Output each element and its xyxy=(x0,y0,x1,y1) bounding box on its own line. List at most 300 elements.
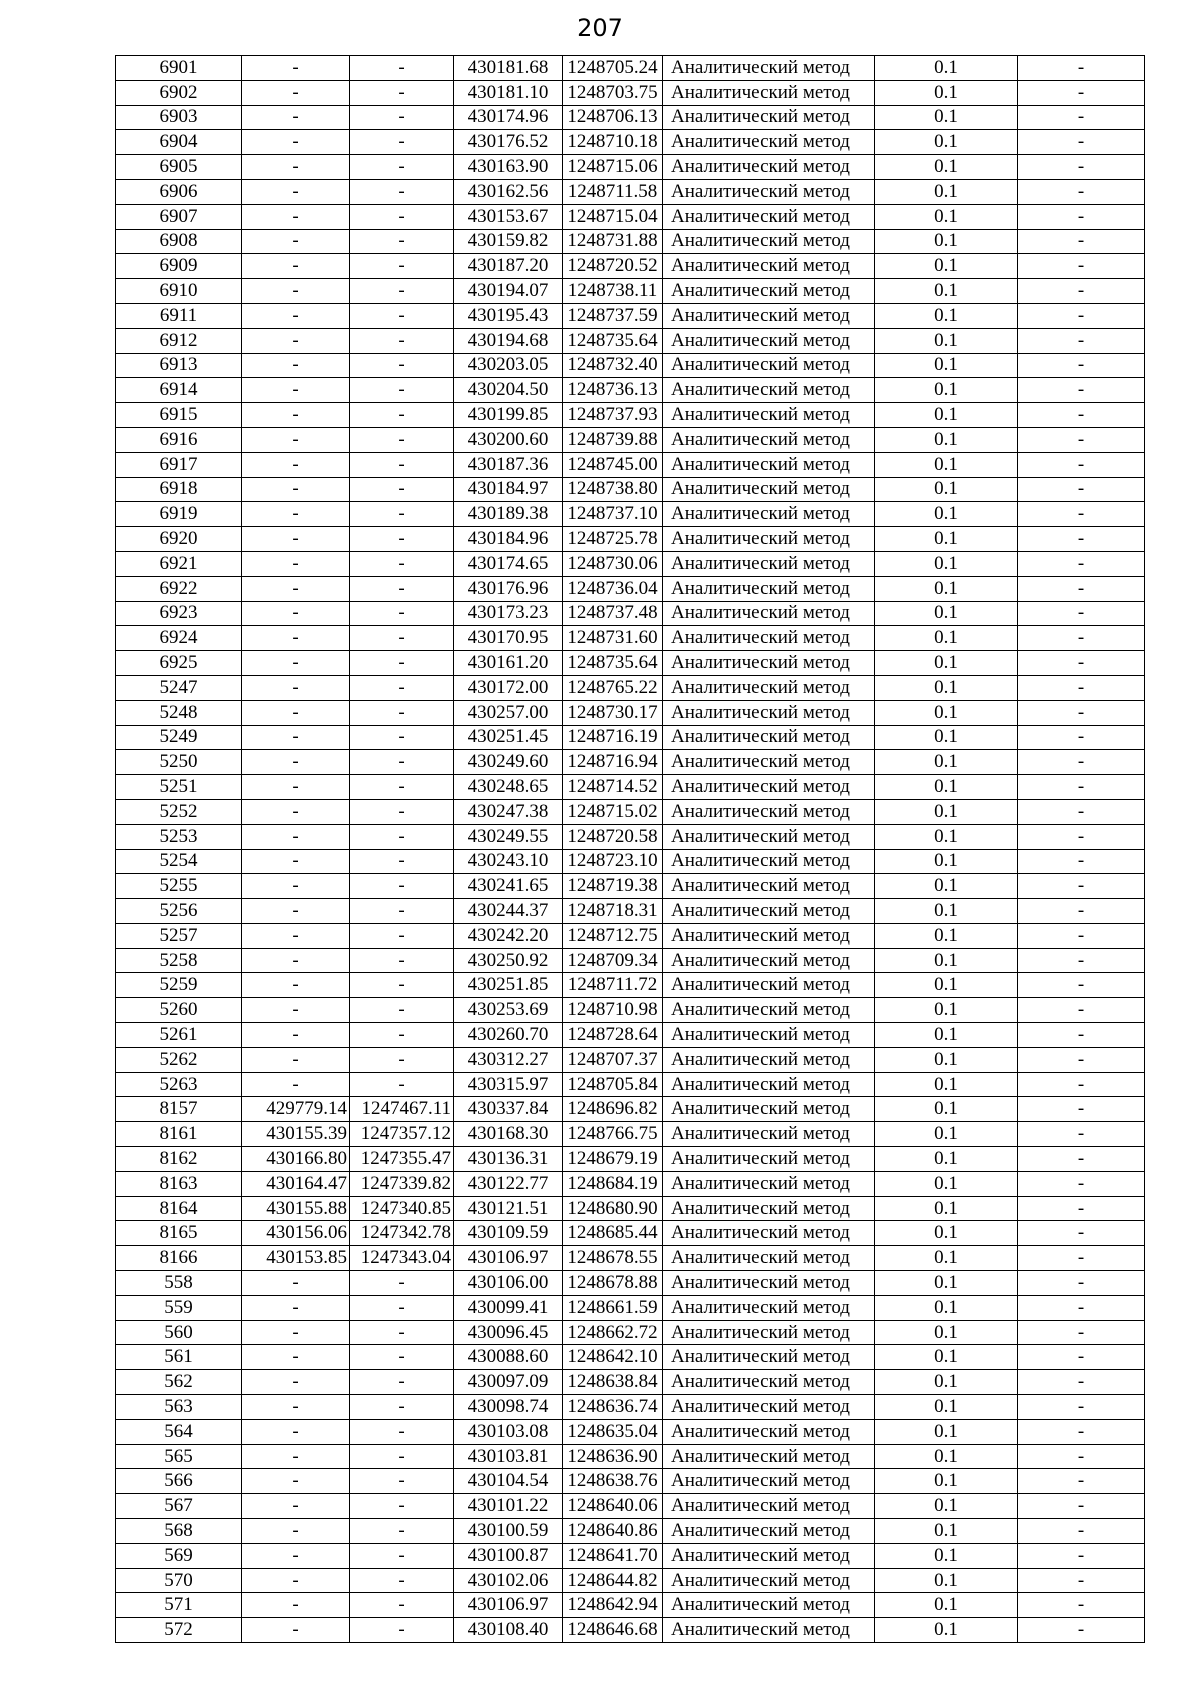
old-x-cell: - xyxy=(242,948,350,973)
table-body xyxy=(116,56,1145,1643)
accuracy-cell: 0.1 xyxy=(875,1469,1018,1494)
old-y-cell: - xyxy=(350,651,454,676)
new-y-cell: 1248745.00 xyxy=(563,452,663,477)
new-x-cell: 430096.45 xyxy=(454,1320,563,1345)
note-cell: - xyxy=(1018,1246,1145,1271)
point-number-cell: 6901 xyxy=(116,56,242,81)
point-number-cell: 5258 xyxy=(116,948,242,973)
old-y-cell: - xyxy=(350,328,454,353)
point-number-cell: 6924 xyxy=(116,626,242,651)
new-x-cell: 430168.30 xyxy=(454,1122,563,1147)
method-cell: Аналитический метод xyxy=(663,254,875,279)
old-y-cell: - xyxy=(350,229,454,254)
old-x-cell: 429779.14 xyxy=(242,1097,350,1122)
table-row xyxy=(116,1271,1145,1296)
coordinates-table xyxy=(115,55,1145,1643)
method-cell: Аналитический метод xyxy=(663,1097,875,1122)
note-cell: - xyxy=(1018,551,1145,576)
old-y-cell: - xyxy=(350,204,454,229)
old-x-cell: - xyxy=(242,502,350,527)
old-y-cell: - xyxy=(350,1320,454,1345)
old-y-cell: - xyxy=(350,576,454,601)
old-x-cell: - xyxy=(242,750,350,775)
note-cell: - xyxy=(1018,1543,1145,1568)
new-y-cell: 1248678.88 xyxy=(563,1271,663,1296)
method-cell: Аналитический метод xyxy=(663,1221,875,1246)
old-x-cell: - xyxy=(242,328,350,353)
table-row xyxy=(116,80,1145,105)
table-row xyxy=(116,675,1145,700)
accuracy-cell: 0.1 xyxy=(875,1122,1018,1147)
old-x-cell: - xyxy=(242,1023,350,1048)
old-y-cell: - xyxy=(350,799,454,824)
new-y-cell: 1248684.19 xyxy=(563,1171,663,1196)
old-y-cell: - xyxy=(350,1494,454,1519)
note-cell: - xyxy=(1018,651,1145,676)
note-cell: - xyxy=(1018,1494,1145,1519)
accuracy-cell: 0.1 xyxy=(875,1047,1018,1072)
old-x-cell: - xyxy=(242,105,350,130)
old-x-cell: 430164.47 xyxy=(242,1171,350,1196)
table-row xyxy=(116,56,1145,81)
method-cell: Аналитический метод xyxy=(663,1147,875,1172)
table-row xyxy=(116,527,1145,552)
note-cell: - xyxy=(1018,1469,1145,1494)
table-row xyxy=(116,353,1145,378)
old-y-cell: - xyxy=(350,725,454,750)
new-x-cell: 430172.00 xyxy=(454,675,563,700)
table-row xyxy=(116,1097,1145,1122)
old-x-cell: - xyxy=(242,204,350,229)
old-x-cell: - xyxy=(242,601,350,626)
method-cell: Аналитический метод xyxy=(663,750,875,775)
old-y-cell: - xyxy=(350,849,454,874)
note-cell: - xyxy=(1018,1271,1145,1296)
table-row xyxy=(116,1494,1145,1519)
new-y-cell: 1248636.74 xyxy=(563,1395,663,1420)
accuracy-cell: 0.1 xyxy=(875,477,1018,502)
new-x-cell: 430122.77 xyxy=(454,1171,563,1196)
accuracy-cell: 0.1 xyxy=(875,1097,1018,1122)
method-cell: Аналитический метод xyxy=(663,1370,875,1395)
accuracy-cell: 0.1 xyxy=(875,427,1018,452)
method-cell: Аналитический метод xyxy=(663,551,875,576)
accuracy-cell: 0.1 xyxy=(875,576,1018,601)
new-y-cell: 1248737.59 xyxy=(563,303,663,328)
accuracy-cell: 0.1 xyxy=(875,948,1018,973)
point-number-cell: 6904 xyxy=(116,130,242,155)
old-x-cell: - xyxy=(242,1295,350,1320)
note-cell: - xyxy=(1018,279,1145,304)
note-cell: - xyxy=(1018,948,1145,973)
table-row xyxy=(116,1196,1145,1221)
point-number-cell: 6911 xyxy=(116,303,242,328)
old-y-cell: - xyxy=(350,973,454,998)
old-y-cell: - xyxy=(350,998,454,1023)
note-cell: - xyxy=(1018,601,1145,626)
point-number-cell: 6915 xyxy=(116,403,242,428)
old-x-cell: 430155.88 xyxy=(242,1196,350,1221)
note-cell: - xyxy=(1018,1320,1145,1345)
old-x-cell: - xyxy=(242,1568,350,1593)
new-y-cell: 1248705.24 xyxy=(563,56,663,81)
accuracy-cell: 0.1 xyxy=(875,725,1018,750)
table-row xyxy=(116,1221,1145,1246)
point-number-cell: 6917 xyxy=(116,452,242,477)
new-x-cell: 430204.50 xyxy=(454,378,563,403)
old-y-cell: - xyxy=(350,254,454,279)
point-number-cell: 6916 xyxy=(116,427,242,452)
new-y-cell: 1248712.75 xyxy=(563,923,663,948)
table-row xyxy=(116,1295,1145,1320)
method-cell: Аналитический метод xyxy=(663,651,875,676)
new-y-cell: 1248642.10 xyxy=(563,1345,663,1370)
table-row xyxy=(116,279,1145,304)
method-cell: Аналитический метод xyxy=(663,279,875,304)
new-x-cell: 430121.51 xyxy=(454,1196,563,1221)
method-cell: Аналитический метод xyxy=(663,973,875,998)
accuracy-cell: 0.1 xyxy=(875,1395,1018,1420)
new-x-cell: 430174.96 xyxy=(454,105,563,130)
table-row xyxy=(116,948,1145,973)
note-cell: - xyxy=(1018,1171,1145,1196)
old-y-cell: - xyxy=(350,1345,454,1370)
old-x-cell: - xyxy=(242,1072,350,1097)
new-y-cell: 1248710.18 xyxy=(563,130,663,155)
old-x-cell: - xyxy=(242,1593,350,1618)
new-x-cell: 430102.06 xyxy=(454,1568,563,1593)
old-x-cell: - xyxy=(242,56,350,81)
old-x-cell: - xyxy=(242,1543,350,1568)
note-cell: - xyxy=(1018,130,1145,155)
table-row xyxy=(116,427,1145,452)
new-x-cell: 430181.10 xyxy=(454,80,563,105)
new-y-cell: 1248738.11 xyxy=(563,279,663,304)
new-x-cell: 430251.45 xyxy=(454,725,563,750)
old-x-cell: - xyxy=(242,675,350,700)
old-y-cell: 1247342.78 xyxy=(350,1221,454,1246)
old-x-cell: - xyxy=(242,1618,350,1643)
point-number-cell: 558 xyxy=(116,1271,242,1296)
accuracy-cell: 0.1 xyxy=(875,1494,1018,1519)
method-cell: Аналитический метод xyxy=(663,601,875,626)
accuracy-cell: 0.1 xyxy=(875,799,1018,824)
accuracy-cell: 0.1 xyxy=(875,750,1018,775)
table-row xyxy=(116,775,1145,800)
method-cell: Аналитический метод xyxy=(663,56,875,81)
accuracy-cell: 0.1 xyxy=(875,1271,1018,1296)
method-cell: Аналитический метод xyxy=(663,1295,875,1320)
new-y-cell: 1248732.40 xyxy=(563,353,663,378)
point-number-cell: 568 xyxy=(116,1519,242,1544)
old-x-cell: - xyxy=(242,80,350,105)
note-cell: - xyxy=(1018,1072,1145,1097)
table-row xyxy=(116,1023,1145,1048)
table-row xyxy=(116,1419,1145,1444)
note-cell: - xyxy=(1018,799,1145,824)
method-cell: Аналитический метод xyxy=(663,80,875,105)
accuracy-cell: 0.1 xyxy=(875,1171,1018,1196)
new-x-cell: 430199.85 xyxy=(454,403,563,428)
note-cell: - xyxy=(1018,1370,1145,1395)
new-x-cell: 430312.27 xyxy=(454,1047,563,1072)
new-x-cell: 430103.08 xyxy=(454,1419,563,1444)
old-y-cell: - xyxy=(350,1370,454,1395)
method-cell: Аналитический метод xyxy=(663,378,875,403)
old-y-cell: 1247340.85 xyxy=(350,1196,454,1221)
accuracy-cell: 0.1 xyxy=(875,998,1018,1023)
accuracy-cell: 0.1 xyxy=(875,303,1018,328)
old-y-cell: - xyxy=(350,1047,454,1072)
page-number: 207 xyxy=(577,14,623,42)
note-cell: - xyxy=(1018,725,1145,750)
method-cell: Аналитический метод xyxy=(663,1444,875,1469)
new-y-cell: 1248635.04 xyxy=(563,1419,663,1444)
point-number-cell: 8157 xyxy=(116,1097,242,1122)
accuracy-cell: 0.1 xyxy=(875,1295,1018,1320)
old-y-cell: - xyxy=(350,179,454,204)
old-y-cell: - xyxy=(350,427,454,452)
method-cell: Аналитический метод xyxy=(663,452,875,477)
accuracy-cell: 0.1 xyxy=(875,1543,1018,1568)
point-number-cell: 5256 xyxy=(116,899,242,924)
new-x-cell: 430249.55 xyxy=(454,824,563,849)
table-row xyxy=(116,403,1145,428)
old-y-cell: - xyxy=(350,775,454,800)
note-cell: - xyxy=(1018,80,1145,105)
method-cell: Аналитический метод xyxy=(663,1122,875,1147)
table-row xyxy=(116,799,1145,824)
table-row xyxy=(116,204,1145,229)
note-cell: - xyxy=(1018,303,1145,328)
old-y-cell: - xyxy=(350,1419,454,1444)
old-x-cell: - xyxy=(242,378,350,403)
old-y-cell: - xyxy=(350,824,454,849)
table-row xyxy=(116,899,1145,924)
old-x-cell: 430153.85 xyxy=(242,1246,350,1271)
note-cell: - xyxy=(1018,328,1145,353)
accuracy-cell: 0.1 xyxy=(875,626,1018,651)
point-number-cell: 5250 xyxy=(116,750,242,775)
accuracy-cell: 0.1 xyxy=(875,1444,1018,1469)
point-number-cell: 5252 xyxy=(116,799,242,824)
new-x-cell: 430249.60 xyxy=(454,750,563,775)
old-y-cell: 1247355.47 xyxy=(350,1147,454,1172)
note-cell: - xyxy=(1018,1023,1145,1048)
old-y-cell: - xyxy=(350,1444,454,1469)
old-x-cell: 430166.80 xyxy=(242,1147,350,1172)
old-y-cell: - xyxy=(350,1271,454,1296)
new-y-cell: 1248703.75 xyxy=(563,80,663,105)
old-y-cell: - xyxy=(350,1295,454,1320)
new-x-cell: 430176.96 xyxy=(454,576,563,601)
table-row xyxy=(116,130,1145,155)
new-y-cell: 1248711.58 xyxy=(563,179,663,204)
point-number-cell: 6923 xyxy=(116,601,242,626)
accuracy-cell: 0.1 xyxy=(875,229,1018,254)
method-cell: Аналитический метод xyxy=(663,1469,875,1494)
note-cell: - xyxy=(1018,179,1145,204)
method-cell: Аналитический метод xyxy=(663,1494,875,1519)
note-cell: - xyxy=(1018,1147,1145,1172)
old-y-cell: - xyxy=(350,477,454,502)
new-x-cell: 430163.90 xyxy=(454,155,563,180)
point-number-cell: 6905 xyxy=(116,155,242,180)
old-x-cell: - xyxy=(242,998,350,1023)
table-row xyxy=(116,1444,1145,1469)
note-cell: - xyxy=(1018,849,1145,874)
new-y-cell: 1248644.82 xyxy=(563,1568,663,1593)
accuracy-cell: 0.1 xyxy=(875,204,1018,229)
old-y-cell: 1247339.82 xyxy=(350,1171,454,1196)
note-cell: - xyxy=(1018,775,1145,800)
new-x-cell: 430176.52 xyxy=(454,130,563,155)
table-row xyxy=(116,576,1145,601)
table-row xyxy=(116,254,1145,279)
table-row xyxy=(116,1519,1145,1544)
new-y-cell: 1248765.22 xyxy=(563,675,663,700)
note-cell: - xyxy=(1018,1047,1145,1072)
accuracy-cell: 0.1 xyxy=(875,973,1018,998)
table-row xyxy=(116,1171,1145,1196)
point-number-cell: 8165 xyxy=(116,1221,242,1246)
table-row xyxy=(116,1543,1145,1568)
table-row xyxy=(116,502,1145,527)
method-cell: Аналитический метод xyxy=(663,353,875,378)
table-row xyxy=(116,551,1145,576)
old-y-cell: 1247343.04 xyxy=(350,1246,454,1271)
note-cell: - xyxy=(1018,56,1145,81)
old-x-cell: - xyxy=(242,899,350,924)
note-cell: - xyxy=(1018,874,1145,899)
point-number-cell: 569 xyxy=(116,1543,242,1568)
old-y-cell: - xyxy=(350,1395,454,1420)
note-cell: - xyxy=(1018,923,1145,948)
new-x-cell: 430170.95 xyxy=(454,626,563,651)
table-row xyxy=(116,1370,1145,1395)
table-row xyxy=(116,452,1145,477)
new-x-cell: 430337.84 xyxy=(454,1097,563,1122)
new-y-cell: 1248735.64 xyxy=(563,651,663,676)
note-cell: - xyxy=(1018,626,1145,651)
method-cell: Аналитический метод xyxy=(663,1271,875,1296)
note-cell: - xyxy=(1018,750,1145,775)
accuracy-cell: 0.1 xyxy=(875,179,1018,204)
point-number-cell: 5247 xyxy=(116,675,242,700)
accuracy-cell: 0.1 xyxy=(875,1147,1018,1172)
old-x-cell: - xyxy=(242,775,350,800)
new-x-cell: 430100.59 xyxy=(454,1519,563,1544)
accuracy-cell: 0.1 xyxy=(875,80,1018,105)
method-cell: Аналитический метод xyxy=(663,1072,875,1097)
method-cell: Аналитический метод xyxy=(663,1568,875,1593)
method-cell: Аналитический метод xyxy=(663,775,875,800)
old-x-cell: - xyxy=(242,353,350,378)
accuracy-cell: 0.1 xyxy=(875,601,1018,626)
accuracy-cell: 0.1 xyxy=(875,378,1018,403)
accuracy-cell: 0.1 xyxy=(875,452,1018,477)
new-x-cell: 430106.97 xyxy=(454,1246,563,1271)
point-number-cell: 6918 xyxy=(116,477,242,502)
point-number-cell: 571 xyxy=(116,1593,242,1618)
new-y-cell: 1248679.19 xyxy=(563,1147,663,1172)
method-cell: Аналитический метод xyxy=(663,155,875,180)
method-cell: Аналитический метод xyxy=(663,130,875,155)
new-x-cell: 430251.85 xyxy=(454,973,563,998)
new-x-cell: 430187.36 xyxy=(454,452,563,477)
old-y-cell: - xyxy=(350,1023,454,1048)
point-number-cell: 8163 xyxy=(116,1171,242,1196)
note-cell: - xyxy=(1018,675,1145,700)
point-number-cell: 8164 xyxy=(116,1196,242,1221)
accuracy-cell: 0.1 xyxy=(875,824,1018,849)
accuracy-cell: 0.1 xyxy=(875,56,1018,81)
method-cell: Аналитический метод xyxy=(663,998,875,1023)
note-cell: - xyxy=(1018,105,1145,130)
note-cell: - xyxy=(1018,403,1145,428)
accuracy-cell: 0.1 xyxy=(875,1519,1018,1544)
point-number-cell: 6920 xyxy=(116,527,242,552)
new-y-cell: 1248737.93 xyxy=(563,403,663,428)
new-x-cell: 430203.05 xyxy=(454,353,563,378)
point-number-cell: 6910 xyxy=(116,279,242,304)
new-y-cell: 1248766.75 xyxy=(563,1122,663,1147)
old-x-cell: - xyxy=(242,626,350,651)
new-y-cell: 1248715.02 xyxy=(563,799,663,824)
new-x-cell: 430242.20 xyxy=(454,923,563,948)
note-cell: - xyxy=(1018,824,1145,849)
note-cell: - xyxy=(1018,899,1145,924)
old-y-cell: - xyxy=(350,502,454,527)
point-number-cell: 563 xyxy=(116,1395,242,1420)
point-number-cell: 572 xyxy=(116,1618,242,1643)
method-cell: Аналитический метод xyxy=(663,204,875,229)
new-y-cell: 1248739.88 xyxy=(563,427,663,452)
new-x-cell: 430187.20 xyxy=(454,254,563,279)
method-cell: Аналитический метод xyxy=(663,1047,875,1072)
new-x-cell: 430194.07 xyxy=(454,279,563,304)
table-row xyxy=(116,328,1145,353)
method-cell: Аналитический метод xyxy=(663,923,875,948)
new-y-cell: 1248716.94 xyxy=(563,750,663,775)
table-row xyxy=(116,1469,1145,1494)
table-row xyxy=(116,1122,1145,1147)
point-number-cell: 565 xyxy=(116,1444,242,1469)
point-number-cell: 567 xyxy=(116,1494,242,1519)
note-cell: - xyxy=(1018,229,1145,254)
new-x-cell: 430109.59 xyxy=(454,1221,563,1246)
new-y-cell: 1248736.13 xyxy=(563,378,663,403)
point-number-cell: 6908 xyxy=(116,229,242,254)
old-x-cell: - xyxy=(242,1519,350,1544)
new-x-cell: 430161.20 xyxy=(454,651,563,676)
table-row xyxy=(116,105,1145,130)
method-cell: Аналитический метод xyxy=(663,1593,875,1618)
table-row xyxy=(116,725,1145,750)
method-cell: Аналитический метод xyxy=(663,1171,875,1196)
new-y-cell: 1248731.60 xyxy=(563,626,663,651)
new-x-cell: 430099.41 xyxy=(454,1295,563,1320)
point-number-cell: 6919 xyxy=(116,502,242,527)
new-y-cell: 1248715.04 xyxy=(563,204,663,229)
point-number-cell: 6906 xyxy=(116,179,242,204)
new-y-cell: 1248707.37 xyxy=(563,1047,663,1072)
method-cell: Аналитический метод xyxy=(663,948,875,973)
accuracy-cell: 0.1 xyxy=(875,1419,1018,1444)
point-number-cell: 560 xyxy=(116,1320,242,1345)
new-x-cell: 430108.40 xyxy=(454,1618,563,1643)
old-x-cell: - xyxy=(242,427,350,452)
